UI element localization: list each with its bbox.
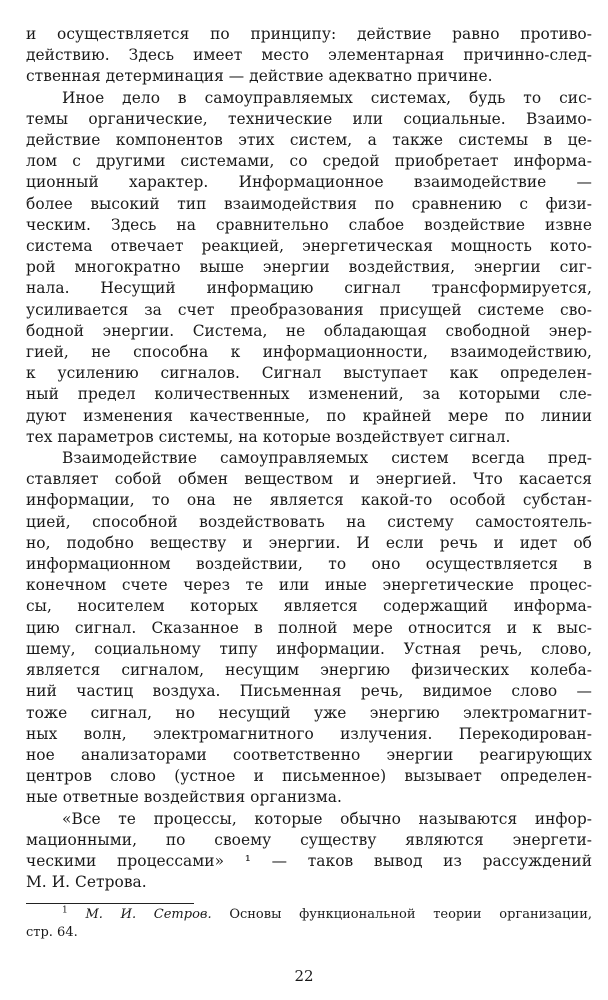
text-line: система отвечает реакцией, энергетическая мощность кото- <box>26 237 592 256</box>
text-line: и осуществляется по принципу: действие равно противо- <box>26 25 592 43</box>
text-line: бодной энергии. Система, не обладающая свободной энер- <box>26 321 592 340</box>
text-line: ных волн, электромагнитного излучения. Перекодирован- <box>26 724 592 743</box>
page-number: 22 <box>294 967 314 985</box>
footnote-line <box>26 906 592 924</box>
text-line: ний частиц воздуха. Письменная речь, видимое слово — <box>26 682 592 701</box>
footnote-title: Основы функциональной теории организации, <box>229 907 592 922</box>
paragraph <box>26 448 592 808</box>
footnote-marker: 1 <box>62 905 68 916</box>
paragraph <box>26 809 592 894</box>
text-line: ционный характер. Информационное взаимодействие — <box>26 173 592 192</box>
text-line: является сигналом, несущим энергию физических колеба- <box>26 661 592 680</box>
text-line: тоже сигнал, но несущий уже энергию электромагнит- <box>26 703 592 722</box>
text-line: к усилению сигналов. Сигнал выступает как определен- <box>26 364 592 383</box>
text-line: лом с другими системами, со средой приобретает информа- <box>26 152 592 171</box>
text-line: действию. Здесь имеет место элементарная причинно-след- <box>26 46 592 65</box>
page-body <box>26 24 592 893</box>
text-line: тех параметров системы, на которые воздействует сигнал. <box>26 427 511 446</box>
text-line: ное анализаторами соответственно энергии реагирующих <box>26 745 592 764</box>
text-line: конечном счете через те или иные энергетические процес- <box>26 576 592 595</box>
footnote-author: М. И. Сетров. <box>85 907 212 922</box>
paragraph <box>26 24 592 88</box>
text-line: Иное дело в самоуправляемых системах, будь то сис- <box>62 88 592 107</box>
text-line: цию сигнал. Сказанное в полной мере относится и к выс- <box>26 618 592 637</box>
text-line: ставляет собой обмен веществом и энергией. Что касается <box>26 470 592 489</box>
text-line: дуют изменения качественные, по крайней мере по линии <box>26 406 592 425</box>
main-text <box>26 24 592 893</box>
text-line: мационными, по своему существу являются энергети- <box>26 830 592 849</box>
text-line: темы органические, технические или социальные. Взаимо- <box>26 109 592 128</box>
text-line: шему, социальному типу информации. Устная речь, слово, <box>26 639 592 658</box>
text-line: Взаимодействие самоуправляемых систем всегда пред- <box>62 449 592 468</box>
text-line: информационном воздействии, то оно осуществляется в <box>26 555 592 574</box>
footnote-divider <box>26 903 194 904</box>
footnote-line: стр. 64. <box>26 925 78 940</box>
paragraph <box>26 88 592 448</box>
text-line: ный предел количественных изменений, за которыми сле- <box>26 385 592 404</box>
text-line: сы, носителем которых является содержащий информа- <box>26 597 592 616</box>
text-line: но, подобно веществу и энергии. И если речь и идет об <box>26 533 592 552</box>
text-line: рой многократно выше энергии воздействия, энергии сиг- <box>26 258 592 277</box>
text-line: более высокий тип взаимодействия по сравнению с физи- <box>26 194 592 213</box>
text-line: ные ответные воздействия организма. <box>26 788 342 807</box>
text-line: нала. Несущий информацию сигнал трансформируется, <box>26 279 592 298</box>
footnote <box>26 906 592 942</box>
text-line: «Все те процессы, которые обычно называются инфор- <box>62 809 592 828</box>
text-line: действие компонентов этих систем, а также системы в це- <box>26 131 592 150</box>
text-line: информации, то она не является какой-то особой субстан- <box>26 491 592 510</box>
text-line: центров слово (устное и письменное) вызывает определен- <box>26 767 592 786</box>
text-line: ственная детерминация — действие адекватно причине. <box>26 67 493 86</box>
text-line: гией, не способна к информационности, взаимодействию, <box>26 343 592 362</box>
text-line: М. И. Сетрова. <box>26 873 147 892</box>
text-line: цией, способной воздействовать на систему самостоятель- <box>26 512 592 531</box>
text-line: ческими процессами» ¹ — таков вывод из рассуждений <box>26 851 592 870</box>
text-line: усиливается за счет преобразования присущей системе сво- <box>26 300 592 319</box>
text-line: ческим. Здесь на сравнительно слабое воздействие извне <box>26 215 592 234</box>
